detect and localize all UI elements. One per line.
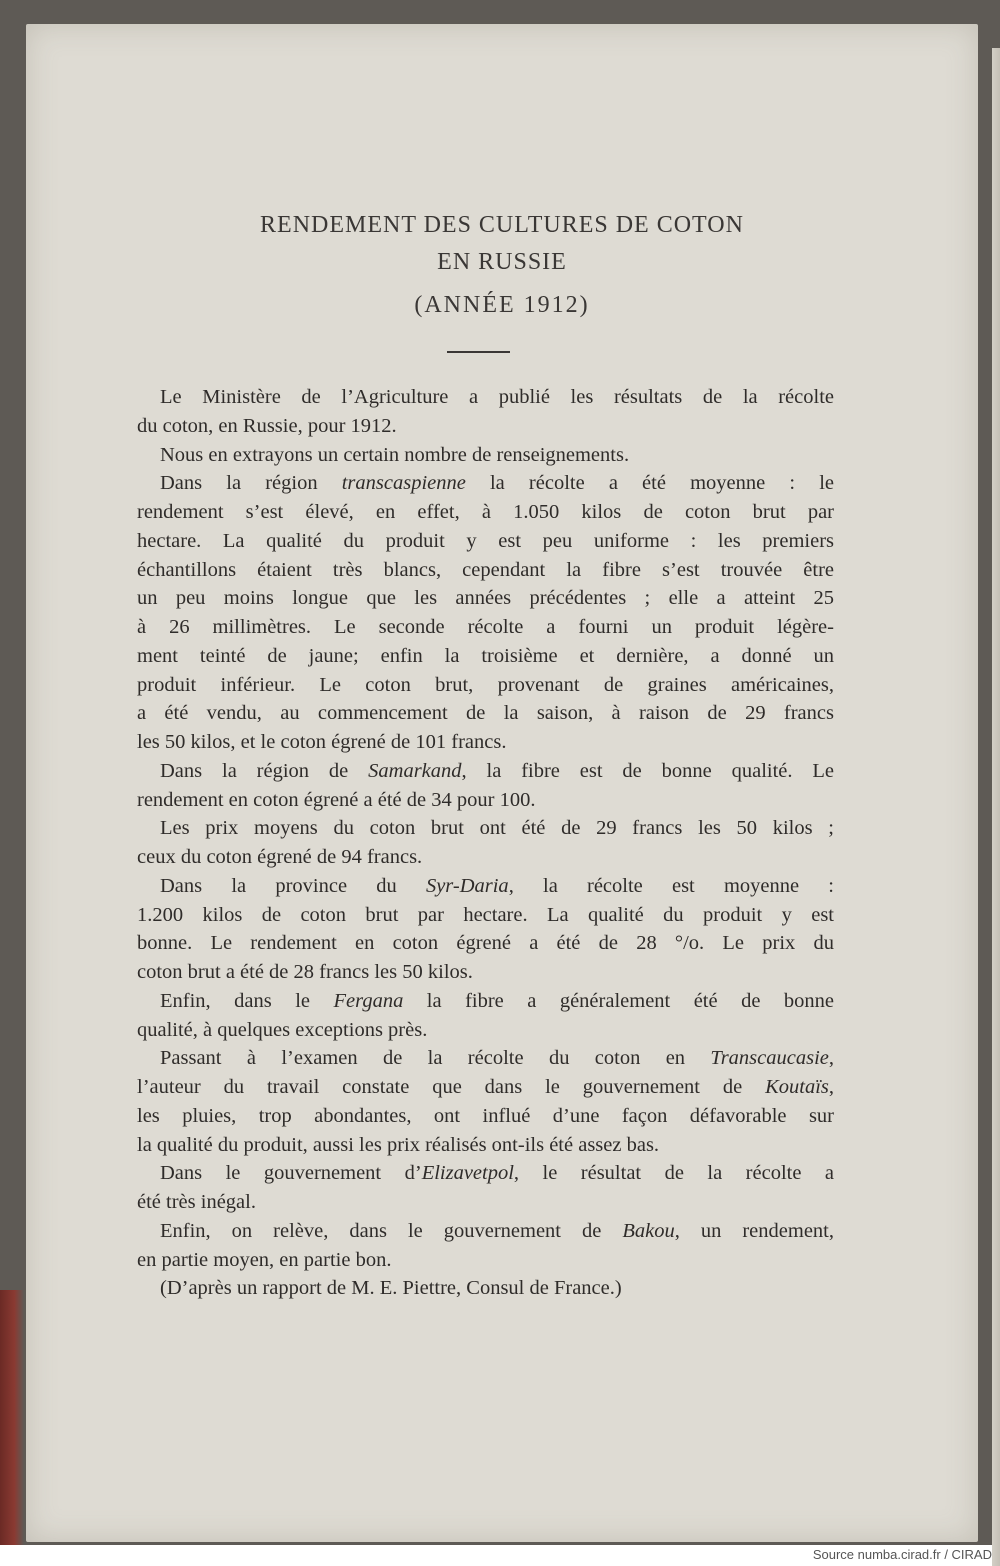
text-segment: rendement en coton égrené a été de 34 pour 100. [137,788,536,811]
text-segment: Passant à l’examen de la récolte du coton en [160,1047,711,1070]
text-line [137,671,834,700]
text-line [137,642,834,671]
text-segment: échantillons étaient très blancs, cependant la fibre s’est trouvée être [137,558,834,581]
paragraph [137,1044,834,1159]
text-line [137,498,834,527]
text-segment: hectare. La qualité du produit y est peu uniforme : les premiers [137,529,834,552]
paragraph [137,757,834,815]
text-line [137,1274,834,1303]
text-segment: Dans le gouvernement d’ [160,1162,422,1185]
text-segment: , la fibre est de bonne qualité. Le [461,759,834,782]
text-segment: Nous en extrayons un certain nombre de renseignements. [160,443,630,466]
text-line [137,872,834,901]
text-segment: à 26 millimètres. Le seconde récolte a fourni un produit légère- [137,616,834,638]
text-line [137,1102,834,1131]
text-line [137,901,834,930]
article-body [137,383,834,1303]
text-segment: ment teinté de jaune; enfin la troisième et dernière, a donné un [137,644,834,667]
text-segment: la qualité du produit, aussi les prix réalisés ont-ils été assez bas. [137,1133,660,1156]
paragraph [137,383,834,441]
text-segment: , [828,1047,834,1070]
text-segment: l’auteur du travail constate que dans le gouvernement de [137,1076,766,1098]
text-segment: rendement s’est élevé, en effet, à 1.050 kilos de coton brut par [137,501,834,523]
text-segment: en partie moyen, en partie bon. [137,1248,392,1271]
text-segment: un peu moins longue que les années précédentes ; elle a atteint 25 [137,587,834,610]
paragraph [137,814,834,872]
paragraph [137,1159,834,1217]
text-line [137,1044,834,1073]
text-line [137,613,834,642]
place-name: Fergana [333,989,404,1012]
text-segment: Dans la région de [160,759,369,782]
text-line [137,814,834,843]
text-line [137,412,834,441]
text-segment: , un rendement, [674,1219,834,1242]
text-segment: qualité, à quelques exceptions près. [137,1018,428,1041]
text-segment: Enfin, on relève, dans le gouvernement de [160,1219,623,1242]
text-line [137,469,834,498]
text-segment: les pluies, trop abondantes, ont influé d’une façon défavorable sur [137,1104,834,1127]
text-segment: 1.200 kilos de coton brut par hectare. La qualité du produit y est [137,903,834,926]
page-edge [992,48,1000,1566]
paragraph [137,987,834,1045]
text-segment: ceux du coton égrené de 94 francs. [137,846,423,868]
text-segment: la fibre a généralement été de bonne [403,989,835,1012]
text-segment: produit inférieur. Le coton brut, provenant de graines américaines, [137,673,834,696]
text-segment: Le Ministère de l’Agriculture a publié les résultats de la récolte [160,386,834,408]
text-segment: les 50 kilos, et le coton égrené de 101 francs. [137,731,507,753]
text-line [137,699,834,728]
title-line-2: EN RUSSIE [437,249,567,275]
paragraph [137,872,834,987]
text-segment: (D’après un rapport de M. E. Piettre, Consul de France.) [160,1277,622,1300]
text-segment: bonne. Le rendement en coton égrené a été de 28 °/o. Le prix du [137,932,834,955]
place-name: Transcaucasie [710,1047,829,1070]
text-segment: été très inégal. [137,1191,256,1213]
text-segment: Enfin, dans le [160,989,334,1012]
text-line [137,929,834,958]
text-line [137,1016,834,1045]
text-line [137,1159,834,1188]
text-line [137,556,834,585]
place-name: Elizavetpol [421,1162,514,1185]
title-line-1: RENDEMENT DES CULTURES DE COTON [260,212,744,238]
text-line [137,527,834,556]
text-segment: , le résultat de la récolte a [513,1162,834,1185]
place-name: Syr-Daria [425,874,509,897]
text-line [137,584,834,613]
book-binding [0,1290,24,1545]
text-line [137,987,834,1016]
text-line [137,1131,834,1160]
text-line [137,383,834,412]
text-line [137,1217,834,1246]
text-line [137,786,834,815]
text-line [137,843,834,872]
text-segment: Dans la région [160,472,342,495]
text-segment: Dans la province du [160,874,426,897]
text-line [137,1246,834,1275]
text-segment: coton brut a été de 28 francs les 50 kilos. [137,961,473,983]
place-name: Samarkand [368,759,462,782]
paragraph [137,1274,834,1303]
place-name: Bakou [622,1219,675,1242]
document-page [26,24,978,1542]
title-divider [447,351,510,353]
text-line [137,1073,834,1102]
source-credit: Source numba.cirad.fr / CIRAD [812,1547,992,1562]
place-name: transcaspienne [341,472,466,495]
text-segment: a été vendu, au commencement de la saison, à raison de 29 francs [137,702,834,725]
text-line [137,441,834,470]
text-line [137,1188,834,1217]
title-line-3: (ANNÉE 1912) [414,292,590,318]
text-segment: , la récolte est moyenne : [508,874,834,897]
text-segment: , [828,1076,834,1098]
paragraph [137,441,834,470]
paragraph [137,469,834,757]
text-segment: la récolte a été moyenne : le [465,472,835,495]
paragraph [137,1217,834,1275]
text-line [137,958,834,987]
text-line [137,757,834,786]
text-line [137,728,834,757]
text-segment: Les prix moyens du coton brut ont été de 29 francs les 50 kilos ; [160,817,834,840]
place-name: Koutaïs [765,1076,829,1098]
text-segment: du coton, en Russie, pour 1912. [137,414,397,437]
